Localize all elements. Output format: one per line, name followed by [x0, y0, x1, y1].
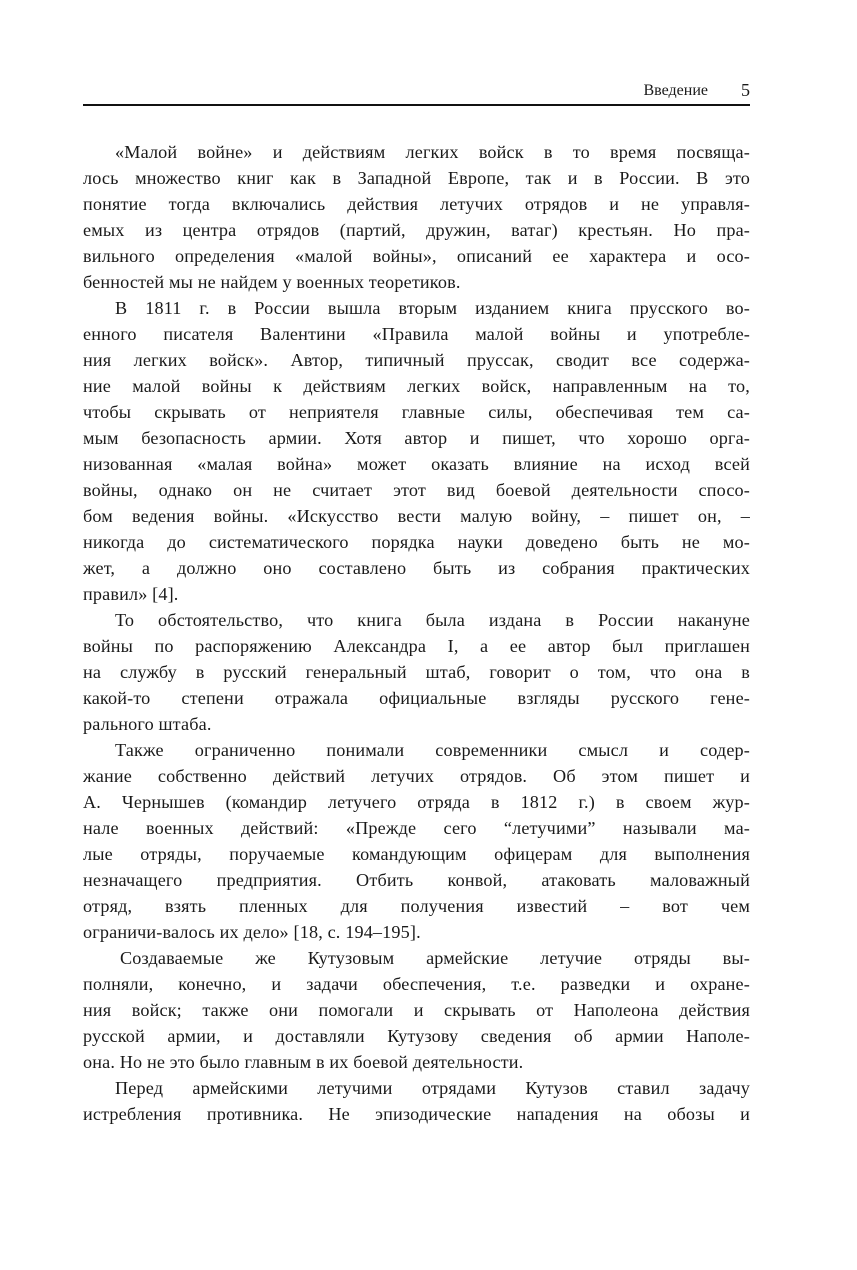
text-line: никогда до систематического порядка науки доведено быть не мо-: [83, 532, 750, 552]
text-line: ния легких войск». Автор, типичный пруссак, сводит все содержа-: [83, 350, 750, 370]
text-line: незначащего предприятия. Отбить конвой, атаковать маловажный: [83, 870, 750, 890]
running-header: [83, 80, 750, 104]
text-line: енного писателя Валентини «Правила малой войны и употребле-: [83, 324, 750, 344]
text-line: правил» [4].: [83, 584, 179, 604]
text-line: она. Но не это было главным в их боевой деятельности.: [83, 1052, 524, 1072]
text-line: Также ограниченно понимали современники смысл и содер-: [115, 740, 750, 760]
text-line: рального штаба.: [83, 714, 212, 734]
text-line: А. Чернышев (командир летучего отряда в 1812 г.) в своем жур-: [83, 792, 750, 812]
text-line: войны, однако он не считает этот вид боевой деятельности спосо-: [83, 480, 750, 500]
text-line: То обстоятельство, что книга была издана в России накануне: [115, 610, 750, 630]
text-line: В 1811 г. в России вышла вторым изданием книга прусского во-: [115, 298, 750, 318]
text-line: отряд, взять пленных для получения известий – вот чем: [83, 896, 750, 916]
text-line: русской армии, и доставляли Кутузову сведения об армии Наполе-: [83, 1026, 750, 1046]
running-title: Введение: [643, 82, 708, 99]
text-line: низованная «малая война» может оказать влияние на исход всей: [83, 454, 750, 474]
text-line: понятие тогда включались действия летучих отрядов и не управля-: [83, 194, 750, 214]
text-line: емых из центра отрядов (партий, дружин, ватаг) крестьян. Но пра-: [83, 220, 750, 240]
text-line: чтобы скрывать от неприятеля главные силы, обеспечивая тем са-: [83, 402, 750, 422]
text-line: войны по распоряжению Александра I, а ее автор был приглашен: [83, 636, 750, 656]
text-line: бенностей мы не найдем у военных теоретиков.: [83, 272, 461, 292]
paragraph: [83, 1075, 750, 1127]
header-rule: [83, 104, 750, 106]
text-line: полняли, конечно, и задачи обеспечения, т.е. разведки и охране-: [83, 974, 750, 994]
text-line: вильного определения «малой войны», описаний ее характера и осо-: [83, 246, 750, 266]
text-line: какой-то степени отражала официальные взгляды русского гене-: [83, 688, 750, 708]
paragraph: [83, 607, 750, 737]
paragraph: [83, 945, 750, 1075]
text-line: лые отряды, поручаемые командующим офицерам для выполнения: [83, 844, 750, 864]
paragraph: [83, 295, 750, 607]
text-line: Создаваемые же Кутузовым армейские летучие отряды вы-: [120, 948, 750, 968]
text-line: нале военных действий: «Прежде сего “летучими” называли ма-: [83, 818, 750, 838]
paragraph: [83, 737, 750, 945]
text-line: «Малой войне» и действиям легких войск в то время посвяща-: [115, 142, 750, 162]
text-line: бом ведения войны. «Искусство вести малую войну, – пишет он, –: [83, 506, 750, 526]
text-line: жание собственно действий летучих отрядов. Об этом пишет и: [83, 766, 750, 786]
text-line: лось множество книг как в Западной Европе, так и в России. В это: [83, 168, 750, 188]
page-number: 5: [741, 80, 750, 100]
text-line: истребления противника. Не эпизодические нападения на обозы и: [83, 1104, 750, 1124]
text-line: на службу в русский генеральный штаб, говорит о том, что она в: [83, 662, 750, 682]
text-line: ограничи-валось их дело» [18, с. 194–195].: [83, 922, 421, 942]
text-line: Перед армейскими летучими отрядами Кутузов ставил задачу: [115, 1078, 750, 1098]
text-line: ния войск; также они помогали и скрывать от Наполеона действия: [83, 1000, 750, 1020]
text-line: ние малой войны к действиям легких войск, направленным на то,: [83, 376, 750, 396]
paragraph: [83, 139, 750, 295]
body-text: [83, 139, 750, 1127]
text-line: мым безопасность армии. Хотя автор и пишет, что хорошо орга-: [83, 428, 750, 448]
text-line: жет, а должно оно составлено быть из собрания практических: [83, 558, 750, 578]
